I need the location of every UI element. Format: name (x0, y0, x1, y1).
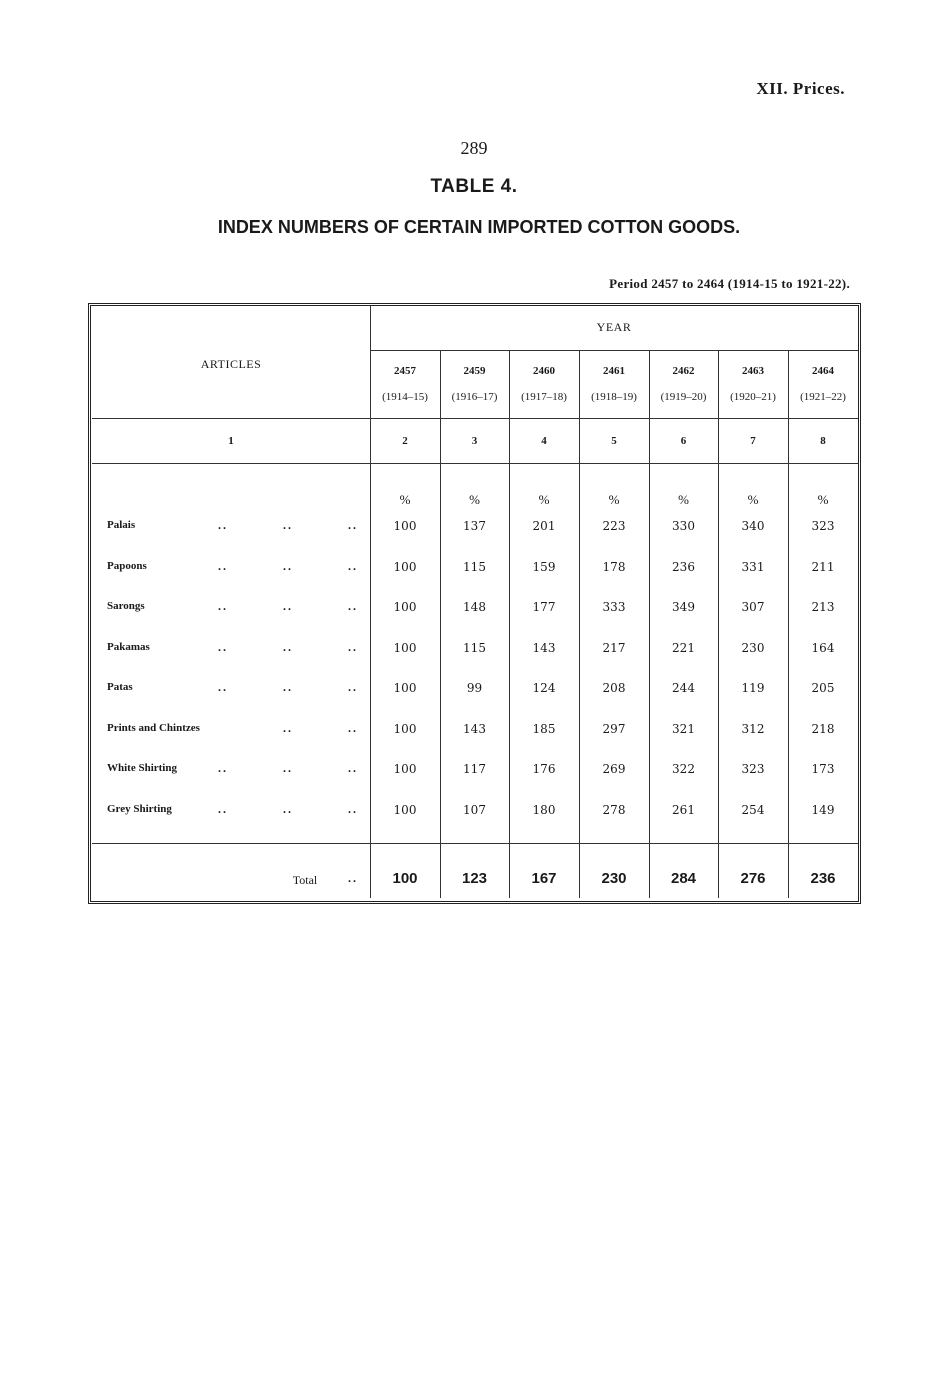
dot-leader: .. (283, 720, 293, 735)
year-be-2460: 2460 (533, 365, 555, 377)
index-value: 117 (463, 762, 486, 776)
index-value: 217 (602, 640, 626, 655)
dot-leader: .. (283, 558, 293, 573)
year-ce-1916-17: (1916–17) (451, 391, 498, 403)
index-value: 321 (672, 721, 695, 736)
dot-leader: .. (218, 558, 228, 573)
index-value: 143 (463, 721, 486, 736)
dot-leader: .. (218, 599, 228, 613)
column-number: 1 (228, 435, 234, 447)
index-value: 137 (463, 519, 486, 533)
dot-leader: .. (283, 680, 293, 694)
unit-label: % (608, 492, 620, 507)
year-ce-1921-22: (1921–22) (800, 391, 846, 403)
dot-leader: .. (348, 518, 358, 532)
year-divider-line (370, 350, 858, 351)
unit-label: % (399, 492, 411, 507)
index-value: 115 (463, 559, 486, 574)
index-value: 164 (811, 640, 835, 655)
index-value: 99 (466, 681, 483, 695)
index-value: 269 (602, 762, 626, 776)
index-value: 349 (672, 600, 695, 614)
index-value: 213 (811, 600, 835, 614)
article-name: White Shirting (107, 762, 177, 774)
index-value: 323 (741, 762, 765, 776)
table-title: INDEX NUMBERS OF CERTAIN IMPORTED COTTON GOODS. (217, 217, 741, 237)
index-value: 149 (811, 802, 835, 817)
index-value: 340 (741, 519, 765, 533)
unit-label: % (538, 492, 550, 507)
article-name: Grey Shirting (107, 802, 172, 815)
index-value: 180 (532, 802, 556, 817)
column-number: 8 (820, 435, 826, 447)
index-value: 173 (811, 762, 835, 776)
total-value: 100 (392, 870, 418, 887)
year-ce-1914-15: (1914–15) (382, 391, 428, 403)
index-value: 159 (532, 559, 556, 574)
index-value: 107 (463, 802, 486, 817)
index-value: 178 (602, 559, 626, 574)
year-be-2457: 2457 (394, 365, 416, 377)
index-value: 244 (672, 681, 695, 695)
index-value: 230 (741, 640, 765, 655)
column-number: 5 (611, 435, 617, 447)
total-divider-line (92, 843, 858, 844)
index-value: 297 (602, 721, 626, 736)
article-name: Palais (107, 519, 136, 531)
column-number: 2 (402, 435, 408, 447)
index-value: 177 (532, 600, 556, 614)
dot-leader: .. (348, 801, 358, 816)
index-value: 100 (393, 600, 417, 614)
index-value: 211 (811, 559, 835, 574)
column-number-divider-line (92, 463, 858, 464)
year-be-2464: 2464 (812, 365, 834, 377)
table-number: TABLE 4. (430, 176, 518, 197)
dot-leader: .. (348, 680, 358, 694)
dot-leader: .. (283, 761, 293, 775)
dot-leader: .. (348, 871, 358, 885)
index-value: 307 (741, 600, 765, 614)
dot-leader: .. (283, 639, 293, 654)
index-value: 223 (602, 519, 626, 533)
dot-leader: .. (218, 801, 228, 816)
year-ce-1919-20: (1919–20) (660, 391, 707, 403)
total-value: 236 (810, 870, 836, 887)
index-value: 205 (811, 681, 835, 695)
article-name: Papoons (107, 559, 147, 572)
year-be-2463: 2463 (742, 365, 764, 377)
index-value: 218 (811, 721, 835, 736)
year-ce-1917-18: (1917–18) (521, 391, 567, 403)
index-value: 201 (532, 519, 556, 533)
column-number: 3 (471, 435, 478, 447)
index-value: 185 (532, 721, 556, 736)
index-value: 100 (393, 640, 417, 655)
unit-label: % (469, 492, 480, 507)
article-name: Pakamas (107, 640, 150, 653)
year-header: YEAR (596, 320, 632, 334)
index-value: 100 (393, 721, 417, 736)
index-value: 143 (532, 640, 556, 655)
dot-leader: .. (348, 599, 358, 613)
dot-leader: .. (283, 801, 293, 816)
total-value: 284 (670, 870, 697, 887)
index-value: 208 (602, 681, 626, 695)
index-value: 176 (532, 762, 556, 776)
index-value: 100 (393, 762, 417, 776)
article-name: Sarongs (107, 600, 145, 612)
total-value: 167 (531, 870, 557, 887)
unit-label: % (678, 492, 689, 507)
index-value: 124 (532, 681, 556, 695)
header-divider-line (92, 418, 858, 419)
column-number: 6 (680, 435, 687, 447)
period-note: Period 2457 to 2464 (1914-15 to 1921-22). (609, 276, 850, 291)
index-value: 312 (741, 721, 765, 736)
index-value: 331 (741, 559, 765, 574)
year-be-2462: 2462 (672, 365, 695, 377)
index-value: 100 (393, 802, 417, 817)
index-value: 221 (672, 640, 695, 655)
year-be-2461: 2461 (603, 365, 625, 377)
index-value: 323 (811, 519, 835, 533)
index-value: 278 (602, 802, 626, 817)
index-value: 100 (393, 519, 417, 533)
dot-leader: .. (218, 518, 228, 532)
index-value: 115 (463, 640, 486, 655)
total-value: 230 (601, 870, 627, 887)
unit-label: % (747, 492, 759, 507)
year-be-2459: 2459 (463, 365, 486, 377)
unit-label: % (817, 492, 829, 507)
index-value: 254 (741, 802, 765, 817)
article-name: Prints and Chintzes (107, 721, 200, 734)
year-ce-1918-19: (1918–19) (591, 391, 637, 403)
dot-leader: .. (348, 761, 358, 775)
dot-leader: .. (348, 558, 358, 573)
dot-leader: .. (218, 761, 228, 775)
index-value: 261 (672, 802, 695, 817)
index-value: 148 (463, 600, 486, 614)
column-number: 7 (750, 435, 756, 447)
section-heading: XII. Prices. (756, 79, 845, 98)
index-value: 100 (393, 559, 417, 574)
dot-leader: .. (218, 680, 228, 694)
dot-leader: .. (348, 639, 358, 654)
index-value: 333 (602, 600, 626, 614)
dot-leader: .. (348, 720, 358, 735)
article-name: Patas (107, 681, 133, 693)
index-value: 100 (393, 681, 417, 695)
dot-leader: .. (283, 518, 293, 532)
page-number: 289 (460, 138, 488, 158)
total-value: 276 (740, 870, 766, 887)
dot-leader: .. (218, 639, 228, 654)
year-ce-1920-21: (1920–21) (730, 391, 776, 403)
index-value: 322 (672, 762, 695, 776)
total-value: 123 (461, 870, 488, 887)
total-label: Total (292, 873, 318, 887)
index-value: 236 (672, 559, 695, 574)
articles-header: ARTICLES (200, 357, 262, 371)
dot-leader: .. (283, 599, 293, 613)
index-value: 119 (741, 681, 765, 695)
index-value: 330 (672, 519, 695, 533)
column-number: 4 (541, 435, 547, 447)
